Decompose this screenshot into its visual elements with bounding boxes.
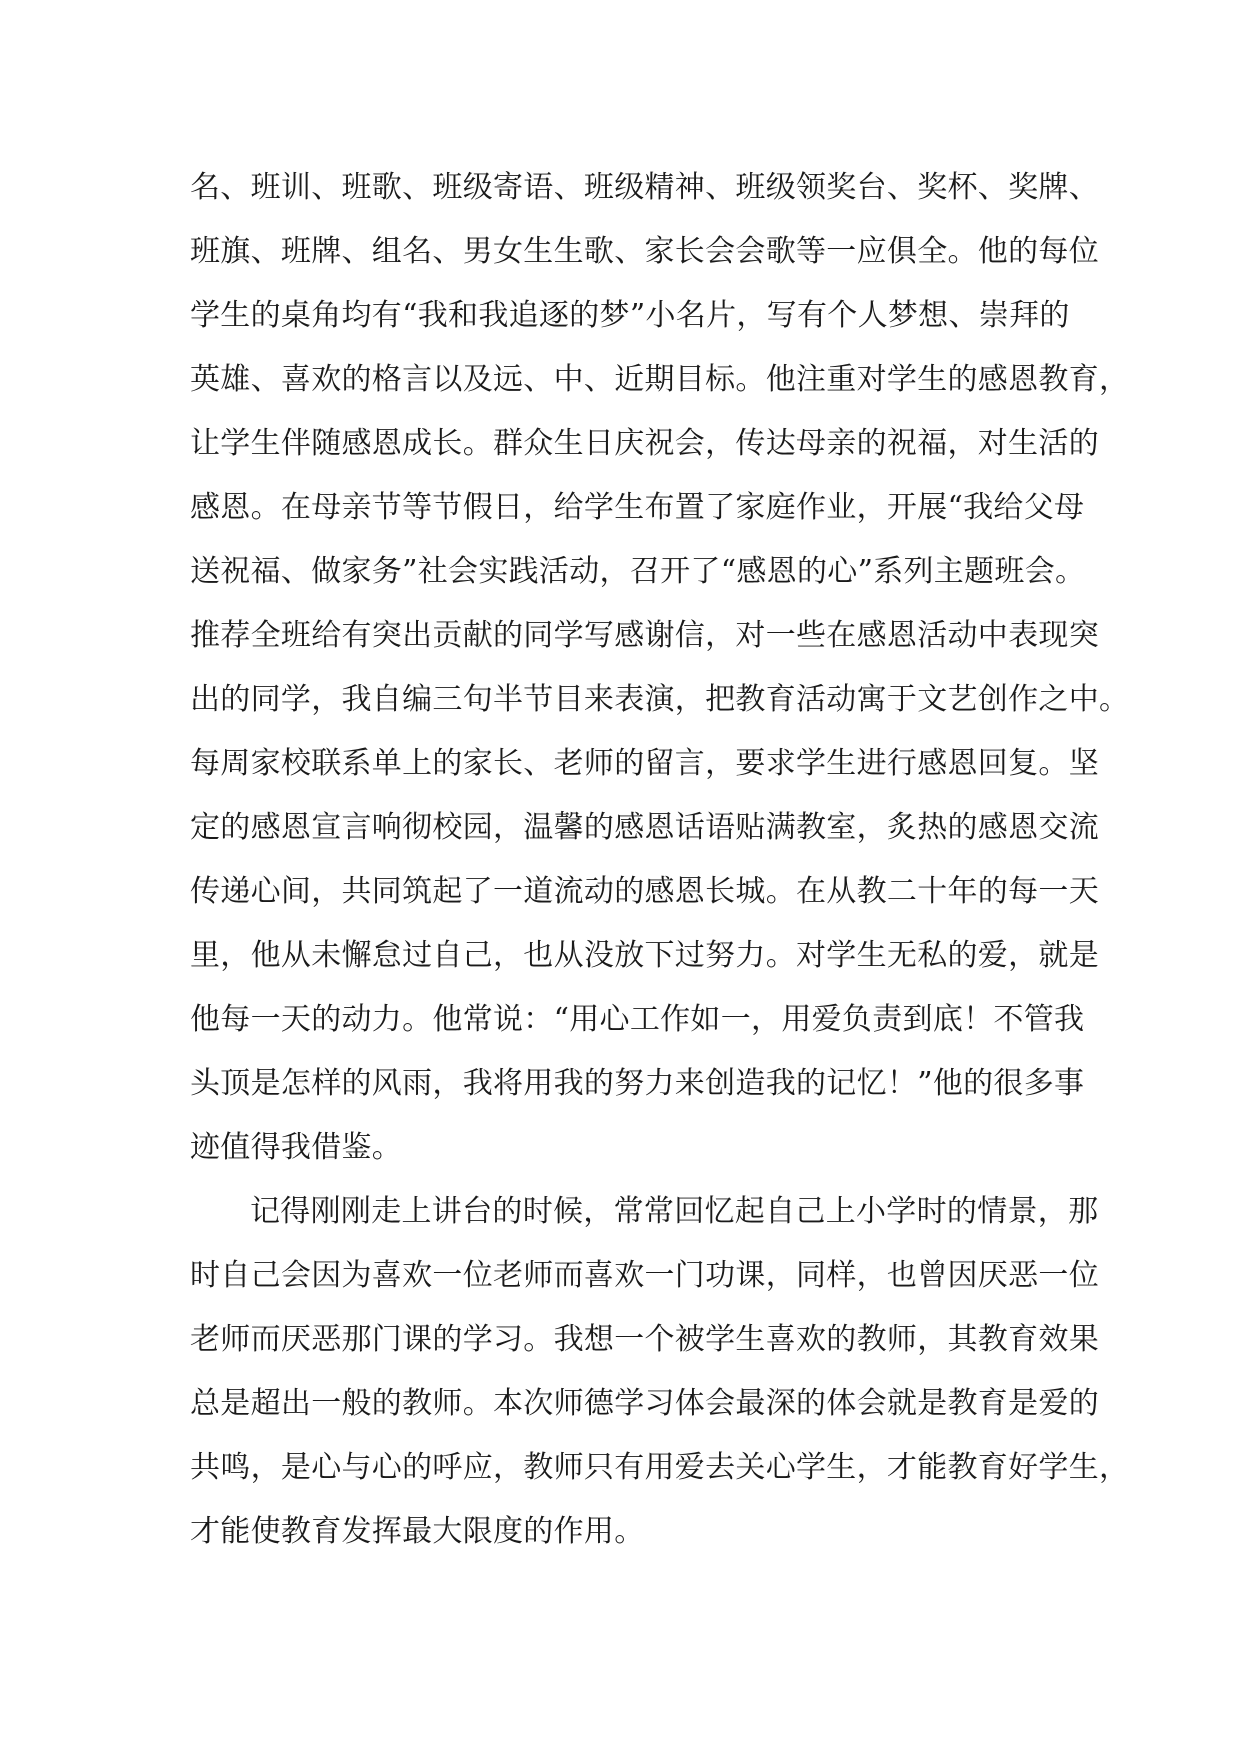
text-line: 英雄、喜欢的格言以及远、中、近期目标。他注重对学生的感恩教育，	[190, 362, 1130, 397]
text-line: 名、班训、班歌、班级寄语、班级精神、班级领奖台、奖杯、奖牌、	[190, 170, 1099, 205]
text-line: 才能使教育发挥最大限度的作用。	[190, 1514, 645, 1549]
text-line-indented: 记得刚刚走上讲台的时候，常常回忆起自己上小学时的情景，那	[250, 1194, 1099, 1229]
text-line: 迹值得我借鉴。	[190, 1130, 403, 1165]
text-line: 推荐全班给有突出贡献的同学写感谢信，对一些在感恩活动中表现突	[190, 618, 1099, 653]
text-line: 每周家校联系单上的家长、老师的留言，要求学生进行感恩回复。坚	[190, 746, 1099, 781]
text-line: 共鸣，是心与心的呼应，教师只有用爱去关心学生，才能教育好学生，	[190, 1450, 1130, 1485]
text-line: 头顶是怎样的风雨，我将用我的努力来创造我的记忆！”他的很多事	[190, 1066, 1085, 1101]
text-line: 总是超出一般的教师。本次师德学习体会最深的体会就是教育是爱的	[190, 1386, 1099, 1421]
paragraph-2	[190, 1180, 1130, 1564]
text-line: 让学生伴随感恩成长。群众生日庆祝会，传达母亲的祝福，对生活的	[190, 426, 1099, 461]
text-line: 他每一天的动力。他常说：“用心工作如一，用爱负责到底！不管我	[190, 1002, 1085, 1037]
text-line: 定的感恩宣言响彻校园，温馨的感恩话语贴满教室，炙热的感恩交流	[190, 810, 1099, 845]
body-text	[190, 156, 1130, 1564]
text-line: 传递心间，共同筑起了一道流动的感恩长城。在从教二十年的每一天	[190, 874, 1099, 909]
text-line: 感恩。在母亲节等节假日，给学生布置了家庭作业，开展“我给父母	[190, 490, 1085, 525]
text-line: 时自己会因为喜欢一位老师而喜欢一门功课，同样，也曾因厌恶一位	[190, 1258, 1099, 1293]
text-line: 里，他从未懈怠过自己，也从没放下过努力。对学生无私的爱，就是	[190, 938, 1099, 973]
text-line: 老师而厌恶那门课的学习。我想一个被学生喜欢的教师，其教育效果	[190, 1322, 1099, 1357]
text-line: 送祝福、做家务”社会实践活动，召开了“感恩的心”系列主题班会。	[190, 554, 1086, 589]
paragraph-1	[190, 156, 1130, 1180]
text-line: 出的同学，我自编三句半节目来表演，把教育活动寓于文艺创作之中。	[190, 682, 1130, 717]
text-line: 班旗、班牌、组名、男女生生歌、家长会会歌等一应俱全。他的每位	[190, 234, 1099, 269]
text-line: 学生的桌角均有“我和我追逐的梦”小名片，写有个人梦想、崇拜的	[190, 298, 1070, 333]
